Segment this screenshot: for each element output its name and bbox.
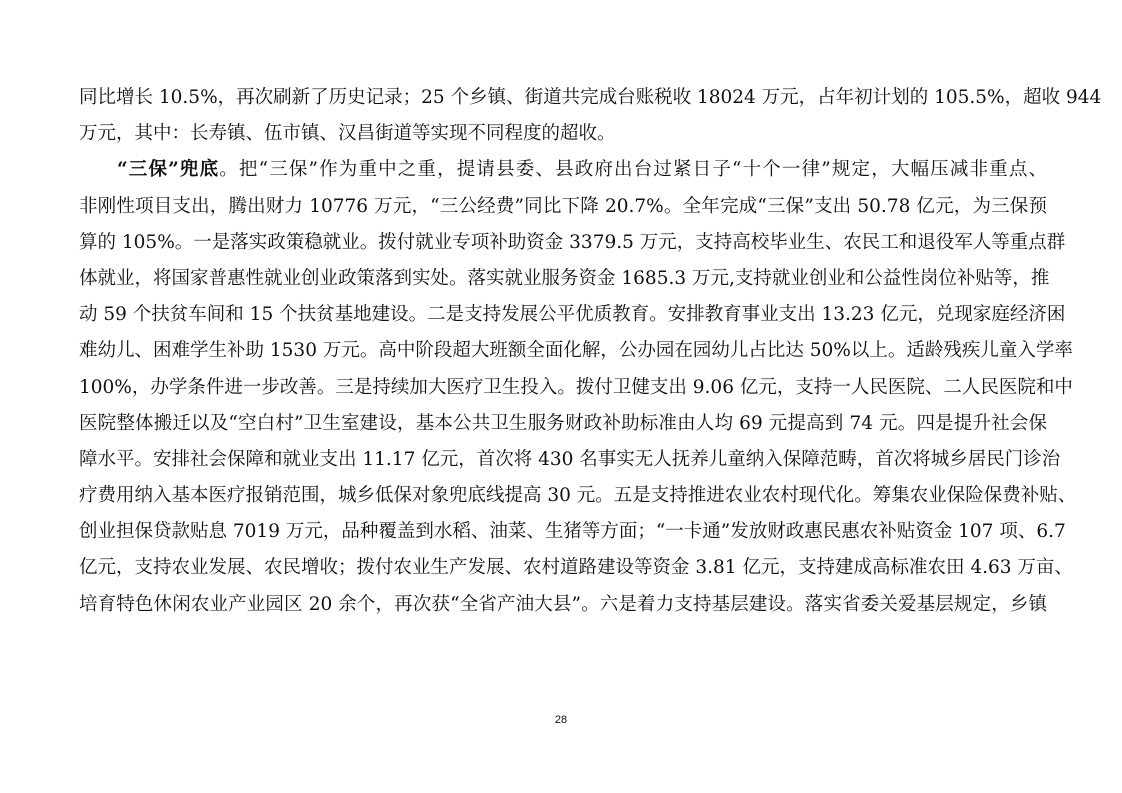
text-line: 难幼儿、困难学生补助 1530 万元。高中阶段超大班额全面化解，公办园在园幼儿占比达 50%以上。适龄残疾儿童入学率 bbox=[79, 340, 1073, 362]
body-text bbox=[79, 80, 1102, 623]
text-line: 算的 105%。一是落实政策稳就业。拨付就业专项补助资金 3379.5 万元，支持高校毕业生、农民工和退役军人等重点群 bbox=[79, 231, 1066, 253]
text-line: 万元，其中：长寿镇、伍市镇、汉昌街道等实现不同程度的超收。 bbox=[79, 123, 616, 145]
text-line: 医院整体搬迁以及“空白村”卫生室建设，基本公共卫生服务财政补助标准由人均 69 元提高到 74 元。四是提升社会保 bbox=[79, 412, 1047, 434]
paragraph-1 bbox=[79, 80, 1102, 152]
text-line: 培育特色休闲农业产业园区 20 余个，再次获“全省产油大县”。六是着力支持基层建设。落实省委关爱基层规定，乡镇 bbox=[79, 593, 1047, 615]
paragraph-2 bbox=[79, 152, 1077, 622]
text-run: 。把“三保”作为重中之重，提请县委、县政府出台过紧日子“十个一律”规定，大幅压减非重点、 bbox=[219, 159, 1047, 181]
text-line: 亿元，支持农业发展、农民增收；拨付农业生产发展、农村道路建设等资金 3.81 亿元，支持建成高标准农田 4.63 万亩、 bbox=[79, 557, 1073, 579]
section-heading: “三保”兜底 bbox=[117, 159, 220, 181]
page-number: 28 bbox=[554, 714, 568, 726]
text-line: 创业担保贷款贴息 7019 万元，品种覆盖到水稻、油菜、生猪等方面；“一卡通”发放财政惠民惠农补贴资金 107 项、6.7 bbox=[79, 521, 1066, 543]
text-line: 100%，办学条件进一步改善。三是持续加大医疗卫生投入。拨付卫健支出 9.06 亿元，支持一人民医院、二人民医院和中 bbox=[79, 376, 1073, 398]
text-line bbox=[79, 152, 1047, 188]
text-line: 动 59 个扶贫车间和 15 个扶贫基地建设。二是支持发展公平优质教育。安排教育事业支出 13.23 亿元，兑现家庭经济困 bbox=[79, 304, 1066, 326]
text-line: 障水平。安排社会保障和就业支出 11.17 亿元，首次将 430 名事实无人抚养儿童纳入保障范畴，首次将城乡居民门诊治 bbox=[79, 448, 1061, 470]
text-line: 非刚性项目支出，腾出财力 10776 万元，“三公经费”同比下降 20.7%。全年完成“三保”支出 50.78 亿元，为三保预 bbox=[79, 195, 1047, 217]
text-line: 同比增长 10.5%，再次刷新了历史记录；25 个乡镇、街道共完成台账税收 18024 万元，占年初计划的 105.5%，超收 944 bbox=[79, 87, 1102, 108]
text-line: 体就业，将国家普惠性就业创业政策落到实处。落实就业服务资金 1685.3 万元,支持就业创业和公益性岗位补贴等，推 bbox=[79, 267, 1050, 289]
text-line: 疗费用纳入基本医疗报销范围，城乡低保对象兜底线提高 30 元。五是支持推进农业农村现代化。筹集农业保险保费补贴、 bbox=[79, 485, 1077, 507]
